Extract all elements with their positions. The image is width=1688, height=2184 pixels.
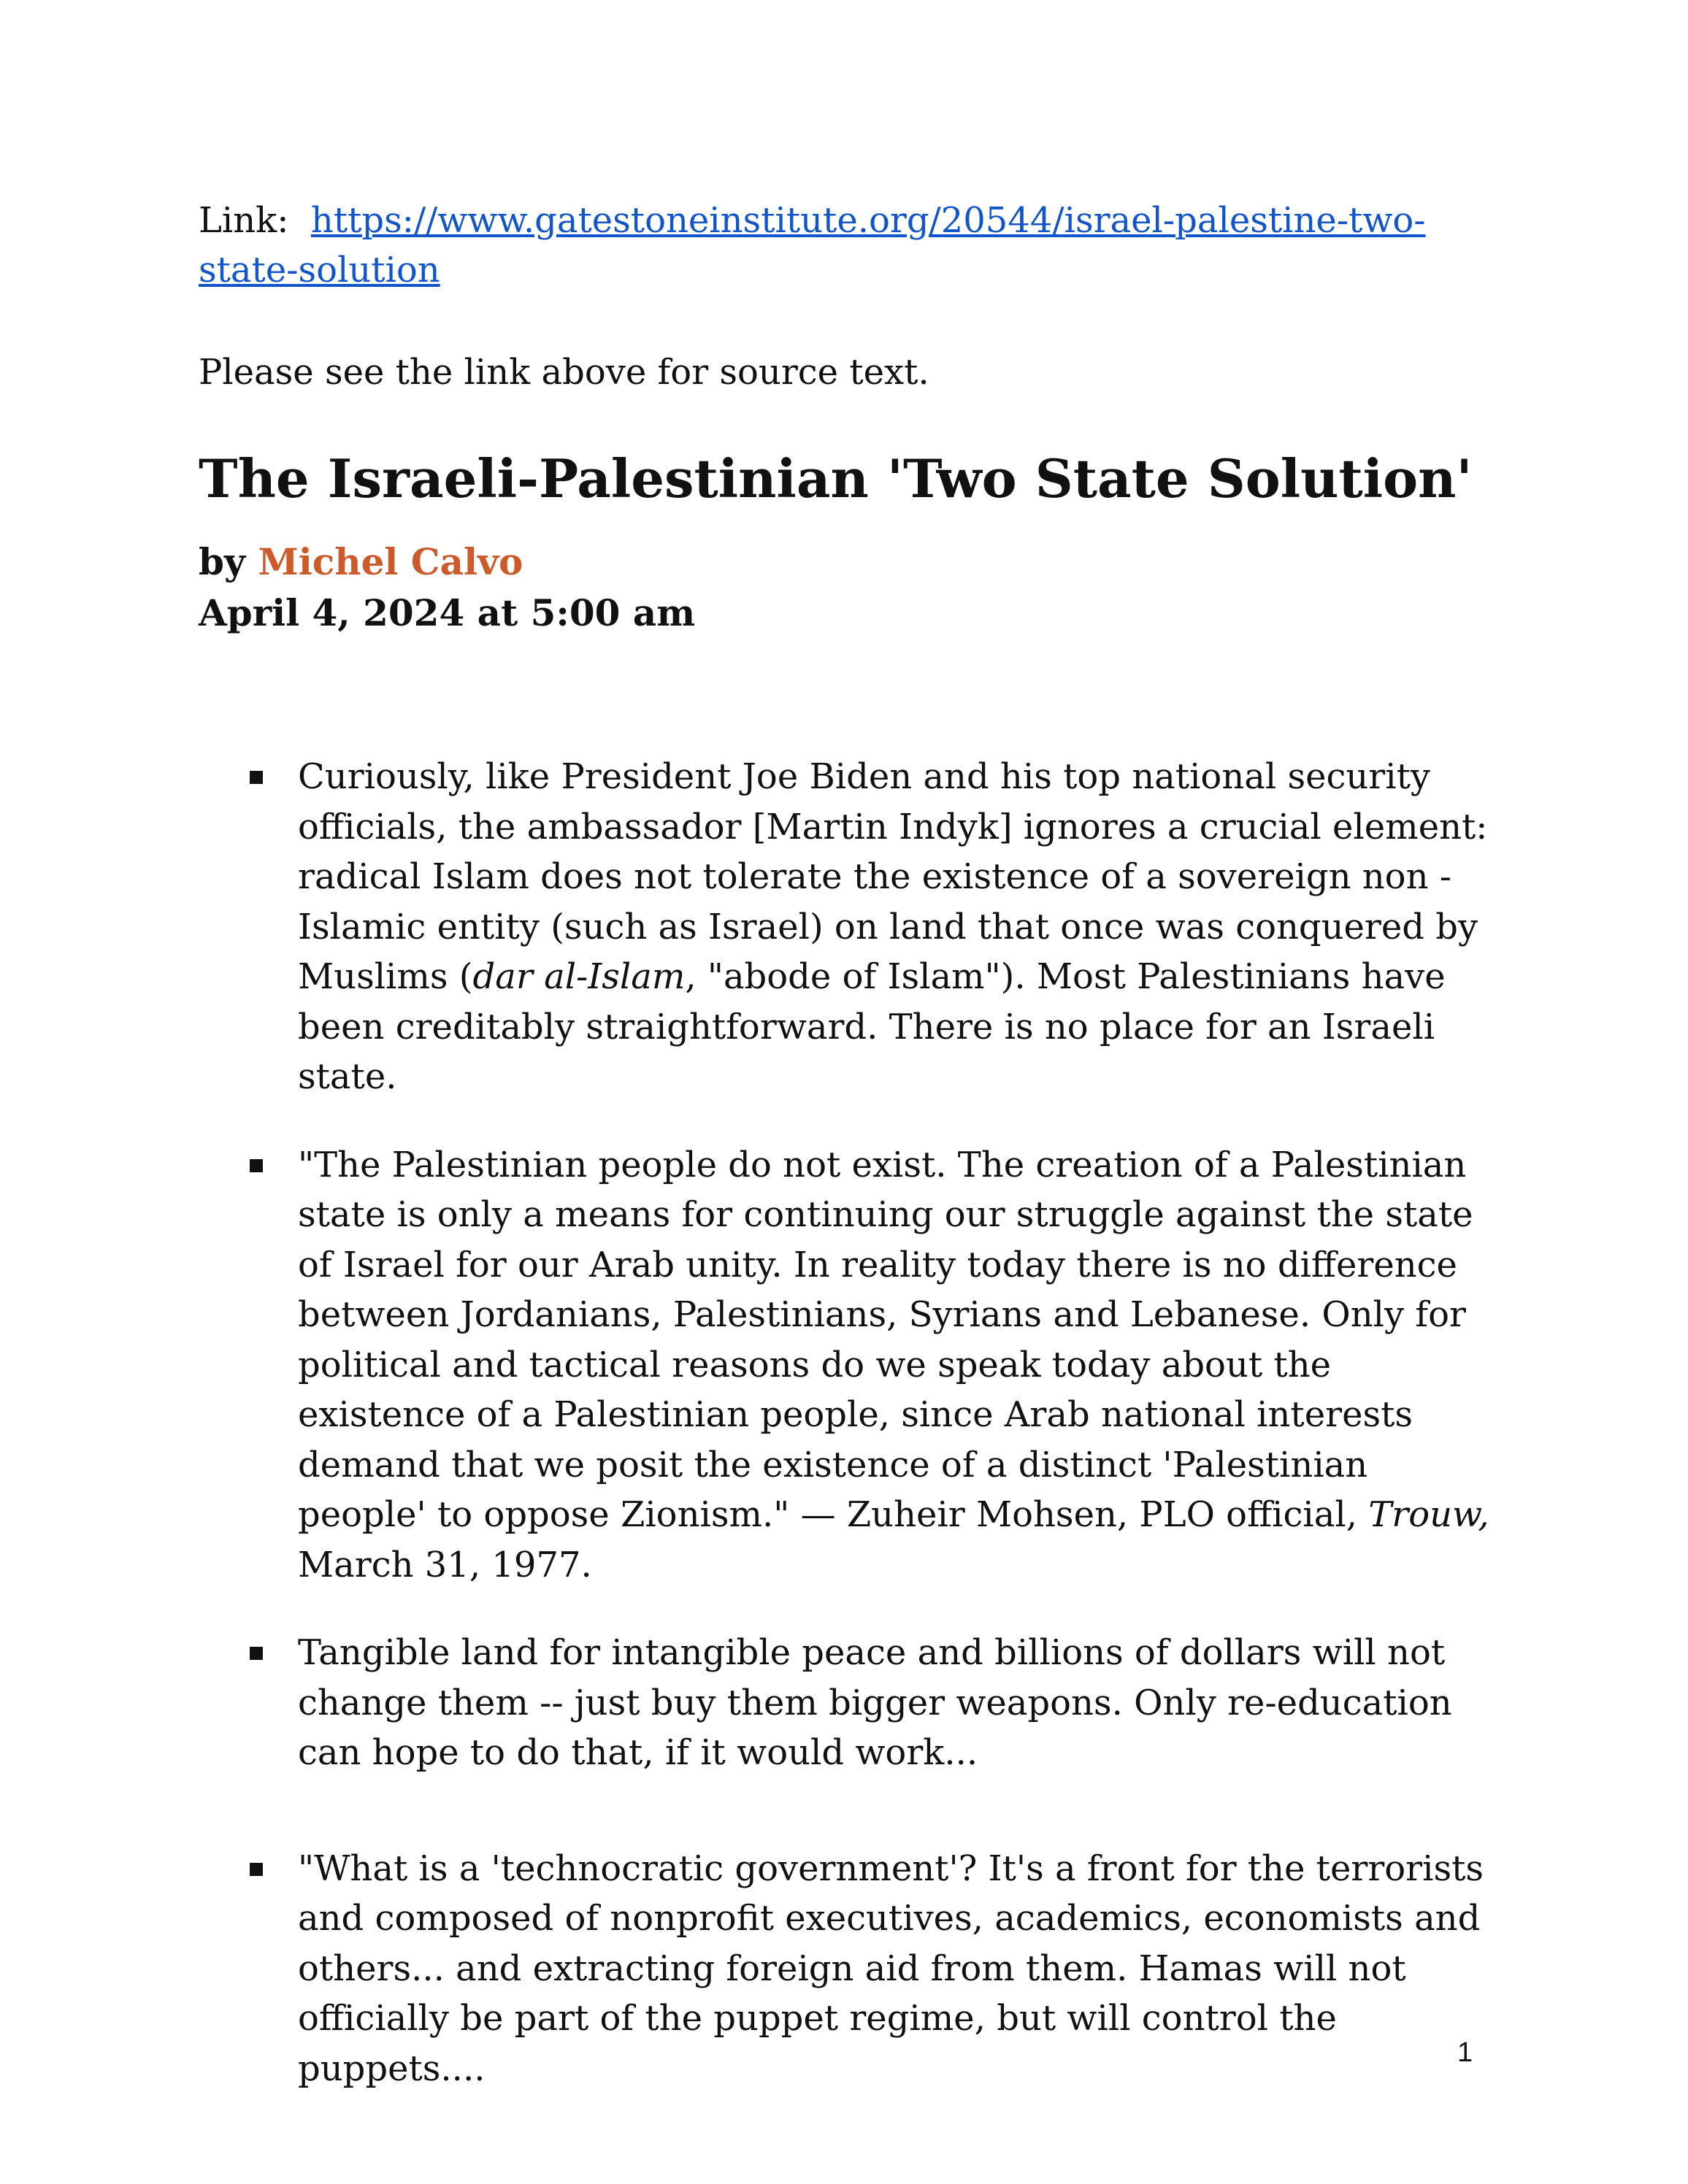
bullet-square-icon [250, 771, 263, 784]
source-note: Please see the link above for source text. [199, 352, 929, 393]
list-item [248, 752, 1504, 1102]
bullet-text-continued: , "abode of Islam"). Most Palestinians have been creditably straightforward. There is no place for an Israeli state. [298, 956, 1446, 1097]
bullet-text: Tangible land for intangible peace and billions of dollars will not change them -- just buy them bigger weapons. Only re-education can hope to do that, if it would work... [298, 1632, 1452, 1773]
bullet-text: "What is a 'technocratic government'? It's a front for the terrorists and composed of nonprofit executives, academics, economists and others... and extracting foreign aid from them. Hamas will not officially be part of the puppet regime, but will control the puppets.... [298, 1847, 1484, 2089]
bullet-text: "The Palestinian people do not exist. The creation of a Palestinian state is only a means for continuing our struggle against the state of Israel for our Arab unity. In reality today there is no difference between Jordanians, Palestinians, Syrians and Lebanese. Only for political and tactical reasons do we speak today about the existence of a Palestinian people, since Arab national interests demand that we posit the existence of a distinct 'Palestinian people' to oppose Zionism." — Zuheir Mohsen, PLO official, [298, 1144, 1473, 1535]
bullet-square-icon [250, 1647, 263, 1660]
publish-date: April 4, 2024 at 5:00 am [199, 591, 696, 634]
byline [199, 537, 523, 587]
bullet-square-icon [250, 1863, 263, 1876]
page-number: 1 [1457, 2037, 1473, 2068]
bullet-square-icon [250, 1159, 263, 1172]
bullet-italic-source: Trouw, [1368, 1494, 1489, 1535]
bullet-text: Curiously, like President Joe Biden and his top national security officials, the ambassador [Martin Indyk] ignores a crucial element: radical Islam does not tolerate the existence of a sovereign non -Islamic entity (such as Israel) on land that once was conquered by Muslims ( [298, 756, 1488, 997]
bullet-text-continued: March 31, 1977. [298, 1544, 592, 1585]
author-link[interactable]: Michel Calvo [258, 540, 523, 583]
source-link[interactable]: https://www.gatestoneinstitute.org/20544/israel-palestine-two-state-solution [199, 200, 1426, 291]
by-label: by [199, 540, 246, 583]
source-link-line [199, 196, 1454, 295]
bullet-italic-term: dar al-Islam [472, 956, 686, 997]
list-item [248, 1628, 1504, 1778]
link-label: Link: [199, 200, 289, 241]
key-points-list [248, 752, 1504, 2131]
article-title: The Israeli-Palestinian 'Two State Solution' [199, 447, 1473, 510]
list-item [248, 1140, 1504, 1591]
list-item [248, 1844, 1504, 2094]
